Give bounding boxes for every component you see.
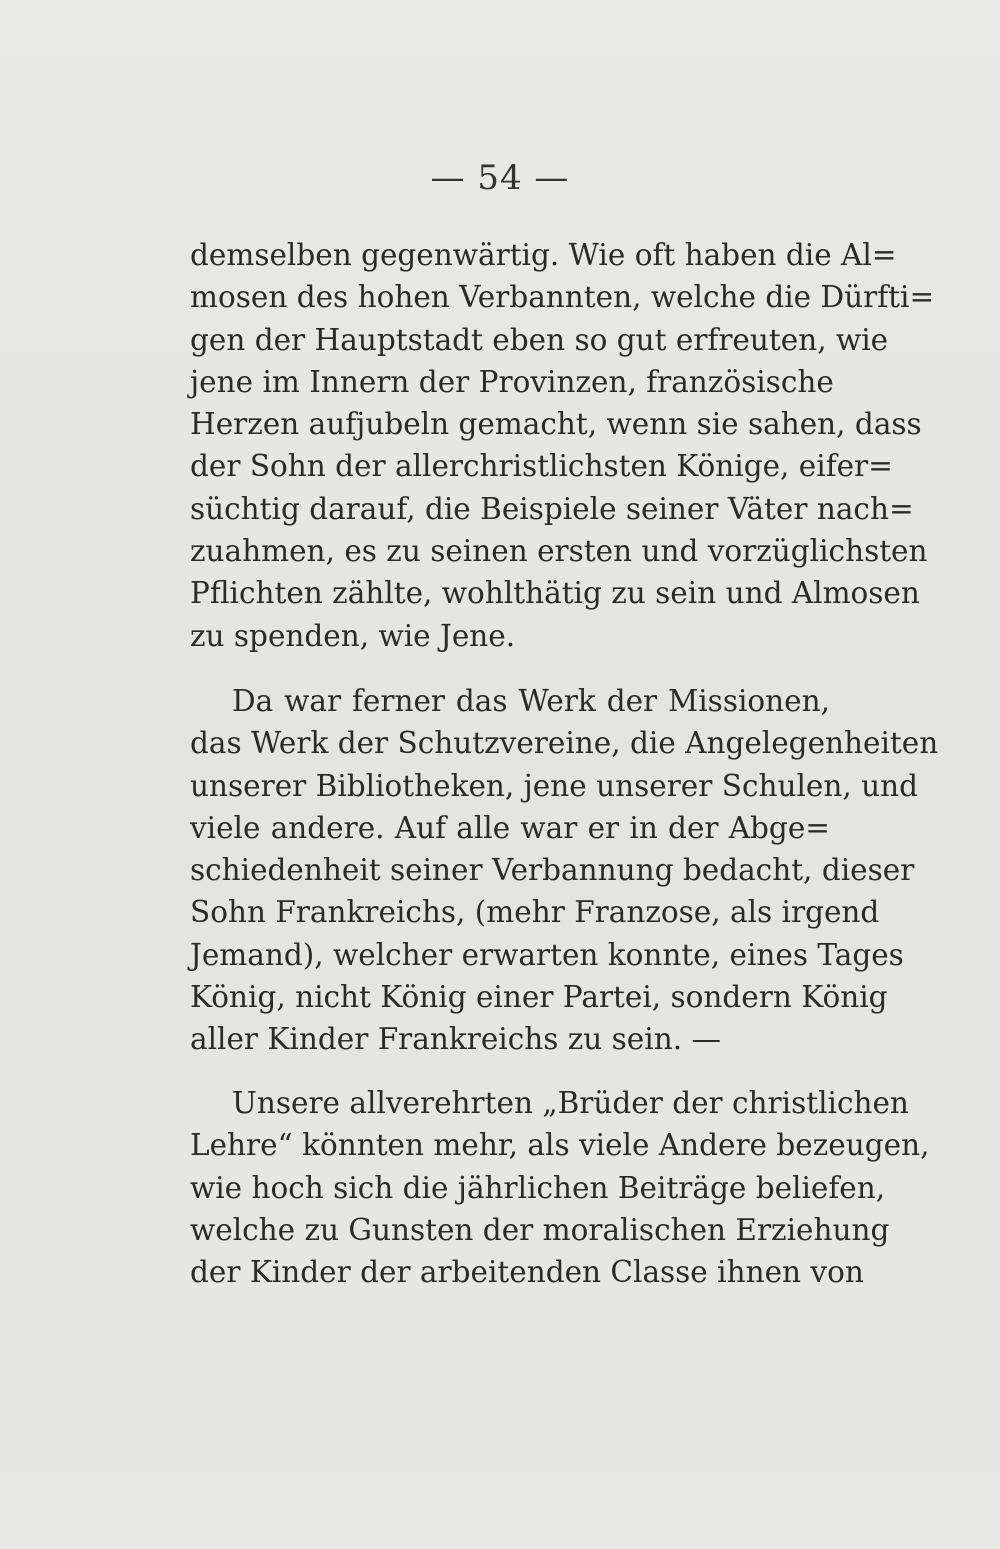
text-line: viele andere. Auf alle war er in der Abge= <box>190 810 830 845</box>
text-line: welche zu Gunsten der moralischen Erziehung <box>190 1212 890 1247</box>
text-line: Unsere allverehrten „Brüder der christlichen <box>232 1086 909 1120</box>
text-line: der Kinder der arbeitenden Classe ihnen von <box>190 1255 864 1290</box>
text-line: König, nicht König einer Partei, sondern König <box>190 980 888 1015</box>
text-line: aller Kinder Frankreichs zu sein. — <box>190 1022 721 1057</box>
text-line: süchtig darauf, die Beispiele seiner Väter nach= <box>190 491 914 526</box>
text-line: der Sohn der allerchristlichsten Könige, eifer= <box>190 449 893 484</box>
paragraph-2 <box>190 680 939 1061</box>
text-line: zu spenden, wie Jene. <box>190 618 516 653</box>
text-line: Herzen aufjubeln gemacht, wenn sie sahen, dass <box>190 407 922 442</box>
paragraph-3 <box>190 1082 930 1293</box>
text-line: Pflichten zählte, wohlthätig zu sein und Almosen <box>190 576 920 611</box>
text-line: das Werk der Schutzvereine, die Angelegenheiten <box>190 726 939 761</box>
text-line: mosen des hohen Verbannten, welche die Dürfti= <box>190 280 935 315</box>
paragraph-1 <box>190 234 935 657</box>
text-line: Lehre“ könnten mehr, als viele Andere bezeugen, <box>190 1128 930 1163</box>
text-line: Da war ferner das Werk der Missionen, <box>232 684 830 718</box>
text-line: Sohn Frankreichs, (mehr Franzose, als irgend <box>190 895 880 930</box>
text-line: gen der Hauptstadt eben so gut erfreuten, wie <box>190 322 889 357</box>
text-line: jene im Innern der Provinzen, französische <box>190 364 834 399</box>
page-number: — 54 — <box>430 158 570 198</box>
text-line: wie hoch sich die jährlichen Beiträge beliefen, <box>190 1170 886 1205</box>
text-line: Jemand), welcher erwarten konnte, eines Tages <box>190 937 904 972</box>
text-line: zuahmen, es zu seinen ersten und vorzüglichsten <box>190 534 928 569</box>
text-line: demselben gegenwärtig. Wie oft haben die Al= <box>190 238 897 272</box>
text-line: schiedenheit seiner Verbannung bedacht, dieser <box>190 853 915 888</box>
text-line: unserer Bibliotheken, jene unserer Schulen, und <box>190 768 918 803</box>
